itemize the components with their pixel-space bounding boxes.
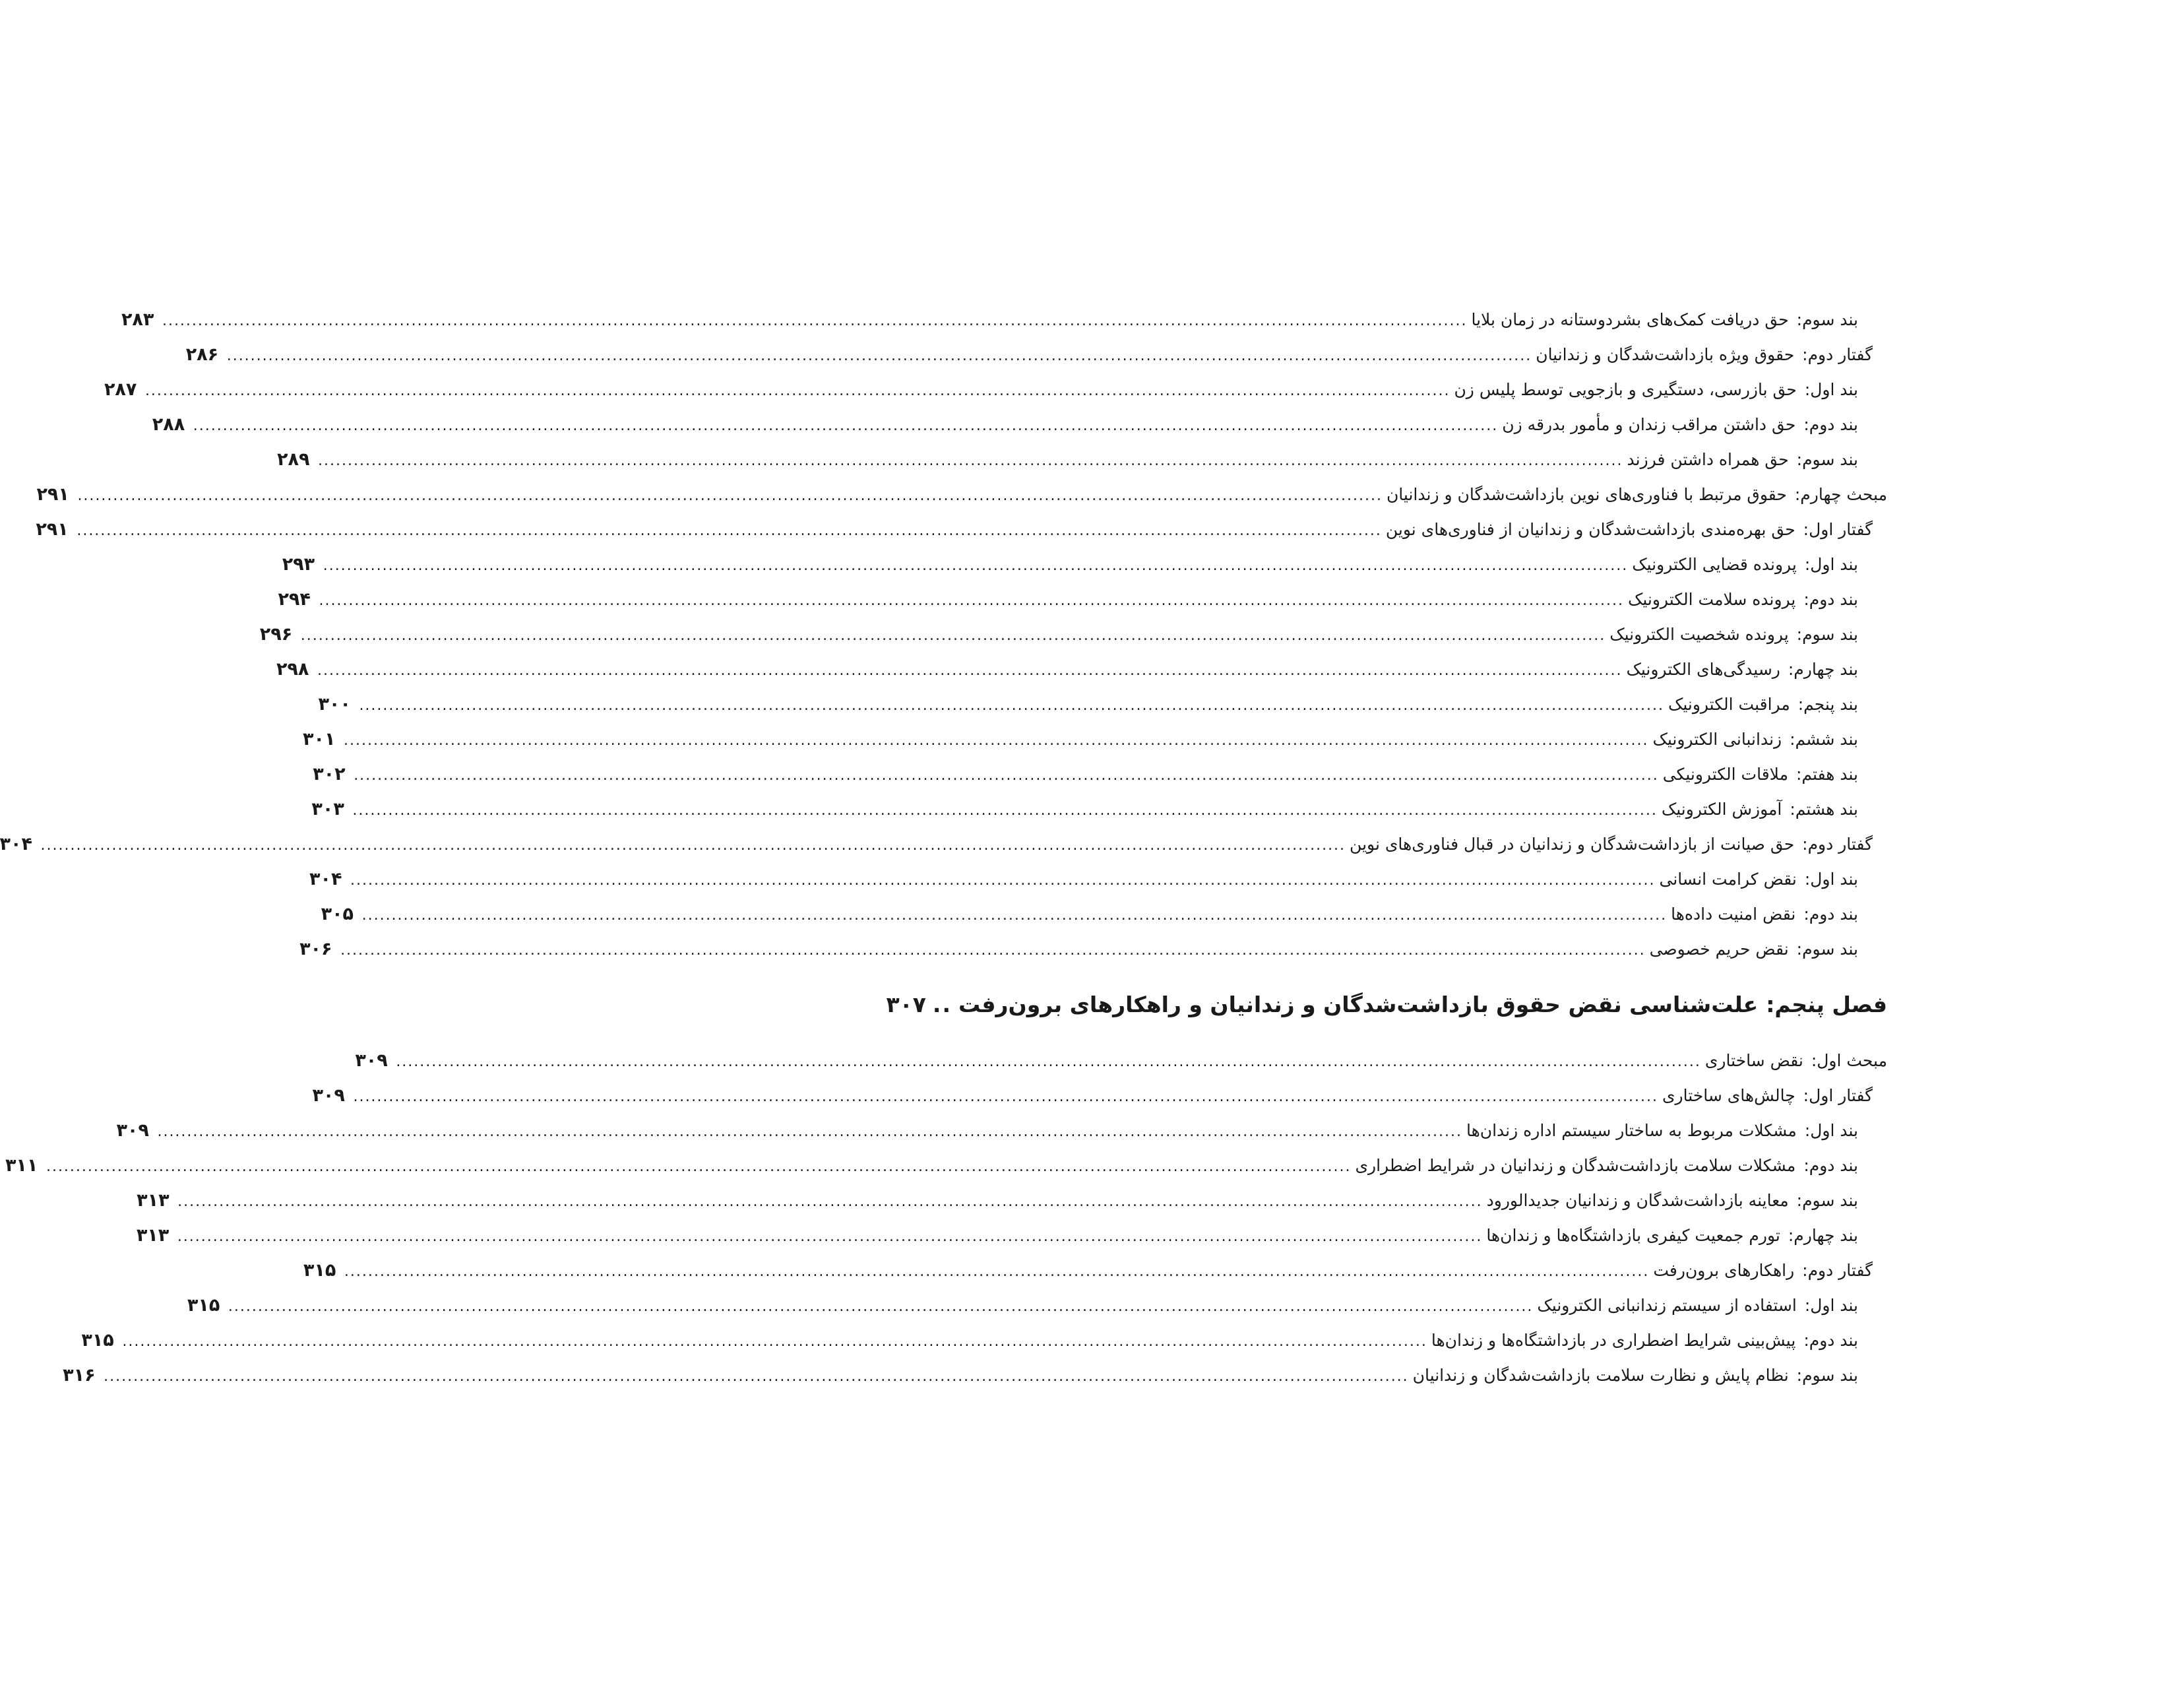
- toc-entry-label: [1652, 722, 1858, 757]
- toc-entry[interactable]: [309, 862, 1887, 897]
- toc-entry[interactable]: [313, 757, 1887, 792]
- toc-entry-page-number: ۳۰۹: [116, 1120, 149, 1141]
- toc-entry[interactable]: [187, 1288, 1887, 1323]
- toc-entry-prefix: بند اول:: [1804, 380, 1858, 399]
- dot-leader: ............................................................................................................................................................................................................................: [350, 872, 1656, 889]
- toc-entry-prefix: مبحث چهارم:: [1794, 485, 1887, 504]
- toc-entry-page-number: ۳۰۹: [355, 1050, 388, 1071]
- dot-leader: ............................................................................................................................................................................................................................: [228, 1298, 1534, 1315]
- chapter-dot-leader: ..: [932, 992, 952, 1017]
- dot-leader: ............................................................................................................................................................................................................................: [354, 767, 1659, 784]
- dot-leader: ............................................................................................................................................................................................................................: [122, 1333, 1427, 1350]
- toc-entry-page-number: ۳۰۱: [302, 729, 336, 749]
- toc-entry-prefix: مبحث اول:: [1811, 1051, 1887, 1070]
- toc-entry-title: حق داشتن مراقب زندان و مأمور بدرقه زن: [1502, 415, 1796, 434]
- toc-entry-label: [1536, 337, 1873, 372]
- toc-entry-prefix: بند اول:: [1804, 555, 1858, 574]
- toc-entry-title: معاینه بازداشت‌شدگان و زندانیان جدیدالورود: [1486, 1191, 1789, 1210]
- toc-entry-title: استفاده از سیستم زندانبانی الکترونیک: [1537, 1296, 1797, 1315]
- toc-entry-prefix: گفتار دوم:: [1802, 835, 1873, 854]
- toc-entry-page-number: ۳۰۹: [312, 1085, 345, 1106]
- toc-entry[interactable]: [278, 582, 1887, 617]
- toc-entry-prefix: بند اول:: [1804, 1296, 1858, 1315]
- toc-entry[interactable]: [355, 1043, 1887, 1078]
- toc-entry-prefix: بند چهارم:: [1788, 1226, 1858, 1245]
- toc-entry-title: حق همراه داشتن فرزند: [1627, 450, 1789, 469]
- toc-entry-title: حق صیانت از بازداشت‌شدگان و زندانیان در قبال فناوری‌های نوین: [1350, 835, 1795, 854]
- toc-entry-page-number: ۳۱۱: [5, 1155, 38, 1176]
- toc-entry[interactable]: [312, 1078, 1887, 1113]
- toc-entry-page-number: ۳۱۳: [136, 1225, 170, 1246]
- toc-entry[interactable]: [277, 442, 1887, 477]
- toc-entry-page-number: ۳۱۵: [303, 1260, 336, 1281]
- toc-entry[interactable]: [121, 302, 1887, 337]
- toc-entry-title: پرونده سلامت الکترونیک: [1627, 590, 1796, 609]
- toc-entry-title: رسیدگی‌های الکترونیک: [1626, 660, 1780, 679]
- toc-entry-title: پرونده شخصیت الکترونیک: [1609, 625, 1789, 644]
- toc-entry[interactable]: [259, 617, 1887, 652]
- toc-entry-label: [1632, 547, 1858, 582]
- toc-entry-prefix: بند سوم:: [1796, 625, 1858, 644]
- dot-leader: ............................................................................................................................................................................................................................: [353, 1089, 1658, 1105]
- toc-entry-page-number: ۲۹۳: [282, 554, 315, 575]
- toc-entry-prefix: بند اول:: [1804, 1121, 1858, 1140]
- toc-entry[interactable]: [152, 407, 1887, 442]
- toc-entry-label: [1705, 1043, 1887, 1078]
- toc-entry-prefix: بند دوم:: [1803, 905, 1858, 924]
- toc-entry-title: تورم جمعیت کیفری بازداشتگاه‌ها و زندان‌ها: [1486, 1226, 1780, 1245]
- toc-entry-page-number: ۲۹۴: [278, 589, 311, 610]
- toc-entry-title: حق بهره‌مندی بازداشت‌شدگان و زندانیان از فناوری‌های نوین: [1385, 520, 1795, 539]
- toc-entry-title: حق بازرسی، دستگیری و بازجویی توسط پلیس زن: [1454, 380, 1797, 399]
- toc-entry-title: نظام پایش و نظارت سلامت بازداشت‌شدگان و زندانیان: [1412, 1366, 1789, 1385]
- toc-entry-label: [1350, 827, 1873, 862]
- toc-entry[interactable]: [302, 722, 1887, 757]
- toc-entry-prefix: گفتار دوم:: [1802, 1261, 1873, 1280]
- toc-entry-label: [1662, 792, 1858, 827]
- toc-entry[interactable]: [137, 1183, 1887, 1218]
- toc-entry[interactable]: [36, 477, 1887, 512]
- toc-entry[interactable]: [116, 1113, 1887, 1148]
- toc-entry-label: [1653, 1253, 1873, 1288]
- toc-entry-label: [1662, 1078, 1873, 1113]
- dot-leader: ............................................................................................................................................................................................................................: [193, 418, 1499, 434]
- toc-entry-page-number: ۳۰۳: [311, 799, 344, 819]
- toc-entry-prefix: بند دوم:: [1803, 590, 1858, 609]
- toc-entry-title: چالش‌های ساختاری: [1662, 1086, 1795, 1105]
- toc-entry-title: راهکارهای برون‌رفت: [1653, 1261, 1795, 1280]
- toc-entry-page-number: ۲۸۸: [152, 414, 185, 435]
- toc-entry[interactable]: [282, 547, 1887, 582]
- chapter-label: [958, 981, 1887, 1029]
- toc-entry-label: [1386, 512, 1873, 547]
- toc-entry-prefix: بند سوم:: [1796, 310, 1858, 329]
- toc-entry-page-number: ۳۰۴: [309, 869, 342, 889]
- toc-entry-prefix: بند سوم:: [1796, 1366, 1858, 1385]
- toc-entry[interactable]: [318, 687, 1887, 722]
- dot-leader: ............................................................................................................................................................................................................................: [318, 453, 1623, 469]
- toc-entry-label: [1431, 1323, 1858, 1358]
- toc-entry-label: [1627, 442, 1858, 477]
- toc-entry-page-number: ۲۹۶: [259, 624, 293, 645]
- toc-entry-page-number: ۳۱۵: [81, 1330, 114, 1351]
- toc-entry-page-number: ۳۱۳: [137, 1190, 170, 1211]
- toc-entry[interactable]: [276, 652, 1887, 687]
- toc-entry-prefix: بند اول:: [1804, 870, 1858, 889]
- dot-leader: ............................................................................................................................................................................................................................: [104, 1368, 1409, 1385]
- toc-entry-page-number: ۳۰۲: [313, 764, 346, 784]
- toc-entry-title: نقض امنیت داده‌ها: [1671, 905, 1796, 924]
- toc-entry[interactable]: [321, 897, 1887, 932]
- dot-leader: ............................................................................................................................................................................................................................: [323, 558, 1629, 574]
- dot-leader: ............................................................................................................................................................................................................................: [40, 837, 1346, 854]
- dot-leader: ............................................................................................................................................................................................................................: [352, 802, 1658, 819]
- toc-entry-label: [1626, 652, 1858, 687]
- toc-entry-prefix: بند سوم:: [1796, 1191, 1858, 1210]
- toc-entry-page-number: ۲۹۱: [36, 484, 69, 505]
- toc-entry-prefix: بند دوم:: [1803, 1331, 1858, 1350]
- toc-entry-title: زندانبانی الکترونیک: [1652, 730, 1782, 749]
- toc-entry-title: حقوق مرتبط با فناوری‌های نوین بازداشت‌شدگان و زندانیان: [1386, 485, 1787, 504]
- dot-leader: ............................................................................................................................................................................................................................: [162, 313, 1468, 329]
- dot-leader: ............................................................................................................................................................................................................................: [77, 488, 1383, 504]
- toc-entry-prefix: بند چهارم:: [1788, 660, 1858, 679]
- toc-entry-title: مشکلات مربوط به ساختار سیستم اداره زندان‌ها: [1466, 1121, 1797, 1140]
- toc-entry[interactable]: [63, 1358, 1887, 1393]
- toc-entry-label: [1650, 932, 1858, 967]
- toc-entry-title: ملاقات الکترونیکی: [1662, 765, 1788, 784]
- dot-leader: ............................................................................................................................................................................................................................: [343, 732, 1649, 749]
- toc-section-before: [0, 302, 1887, 967]
- toc-entry-label: [1537, 1288, 1858, 1323]
- dot-leader: ............................................................................................................................................................................................................................: [300, 627, 1606, 644]
- toc-entry-label: [1659, 862, 1858, 897]
- toc-entry-prefix: بند هفتم:: [1795, 765, 1858, 784]
- toc-entry-prefix: بند سوم:: [1796, 940, 1858, 959]
- toc-entry-title: نقض کرامت انسانی: [1659, 870, 1797, 889]
- toc-entry-title: نقض حریم خصوصی: [1649, 940, 1789, 959]
- dot-leader: ............................................................................................................................................................................................................................: [177, 1228, 1483, 1245]
- dot-leader: ............................................................................................................................................................................................................................: [177, 1194, 1483, 1210]
- dot-leader: ............................................................................................................................................................................................................................: [226, 348, 1532, 364]
- toc-entry-label: [1454, 372, 1858, 407]
- toc-entry-title: مراقبت الکترونیک: [1668, 695, 1790, 714]
- dot-leader: ............................................................................................................................................................................................................................: [157, 1124, 1462, 1140]
- chapter-page-number: ۳۰۷: [886, 992, 926, 1017]
- toc-entry-label: [1609, 617, 1858, 652]
- dot-leader: ............................................................................................................................................................................................................................: [340, 942, 1646, 959]
- toc-entry-label: [1466, 1113, 1858, 1148]
- toc-entry-page-number: ۲۹۸: [276, 659, 309, 680]
- dot-leader: ............................................................................................................................................................................................................................: [317, 662, 1623, 679]
- toc-entry-title: پیش‌بینی شرایط اضطراری در بازداشتگاه‌ها و زندان‌ها: [1431, 1331, 1796, 1350]
- table-of-contents: [0, 302, 1887, 1393]
- chapter-title: علت‌شناسی نقض حقوق بازداشت‌شدگان و زندانیان و راهکارهای برون‌رفت: [958, 992, 1759, 1017]
- toc-entry-prefix: بند هشتم:: [1790, 800, 1858, 819]
- toc-entry-prefix: بند پنجم:: [1797, 695, 1858, 714]
- toc-entry-label: [1471, 302, 1858, 337]
- toc-entry-prefix: بند سوم:: [1796, 450, 1858, 469]
- toc-entry-label: [1486, 1218, 1858, 1253]
- toc-entry[interactable]: [185, 337, 1887, 372]
- toc-section-after: [5, 1043, 1887, 1393]
- toc-entry-label: [1668, 687, 1858, 722]
- toc-entry-prefix: گفتار اول:: [1803, 1086, 1873, 1105]
- toc-entry-label: [1628, 582, 1858, 617]
- toc-entry-prefix: بند ششم:: [1790, 730, 1858, 749]
- toc-entry-prefix: گفتار اول:: [1803, 520, 1873, 539]
- toc-chapter-heading[interactable]: [886, 981, 1887, 1029]
- toc-entry[interactable]: [299, 932, 1887, 967]
- toc-entry-page-number: ۳۱۵: [187, 1295, 220, 1316]
- dot-leader: ............................................................................................................................................................................................................................: [344, 1263, 1650, 1280]
- dot-leader: ............................................................................................................................................................................................................................: [396, 1054, 1701, 1070]
- toc-entry-label: [1387, 477, 1887, 512]
- toc-entry-title: پرونده قضایی الکترونیک: [1632, 555, 1797, 574]
- toc-entry-page-number: ۲۸۶: [185, 344, 219, 365]
- toc-entry[interactable]: [5, 1148, 1887, 1183]
- toc-entry-title: آموزش الکترونیک: [1661, 800, 1782, 819]
- toc-entry[interactable]: [303, 1253, 1887, 1288]
- toc-entry-page-number: ۲۸۷: [104, 379, 137, 400]
- toc-entry-page-number: ۲۸۹: [277, 449, 310, 470]
- toc-entry-page-number: ۳۱۶: [63, 1365, 96, 1386]
- toc-entry-title: حقوق ویژه بازداشت‌شدگان و زندانیان: [1536, 345, 1795, 364]
- toc-entry-page-number: ۳۰۰: [318, 694, 351, 715]
- toc-entry-page-number: ۲۸۳: [121, 309, 154, 330]
- dot-leader: ............................................................................................................................................................................................................................: [77, 523, 1382, 539]
- toc-entry-title: نقض ساختاری: [1704, 1051, 1803, 1070]
- dot-leader: ............................................................................................................................................................................................................................: [361, 907, 1668, 924]
- dot-leader: ............................................................................................................................................................................................................................: [46, 1159, 1352, 1175]
- toc-entry-page-number: ۲۹۱: [36, 519, 69, 540]
- toc-entry-title: حق دریافت کمک‌های بشردوستانه در زمان بلایا: [1471, 310, 1789, 329]
- toc-entry[interactable]: [311, 792, 1887, 827]
- toc-entry-label: [1487, 1183, 1858, 1218]
- dot-leader: ............................................................................................................................................................................................................................: [319, 592, 1624, 609]
- toc-entry-page-number: ۳۰۴: [0, 834, 32, 854]
- toc-entry-page-number: ۳۰۵: [321, 904, 354, 924]
- toc-entry-label: [1355, 1148, 1858, 1183]
- toc-entry-label: [1663, 757, 1858, 792]
- toc-entry-label: [1502, 407, 1858, 442]
- toc-entry[interactable]: [104, 372, 1887, 407]
- toc-entry-title: مشکلات سلامت بازداشت‌شدگان و زندانیان در شرایط اضطراری: [1355, 1156, 1796, 1175]
- toc-entry-label: [1413, 1358, 1858, 1393]
- toc-entry-page-number: ۳۰۶: [299, 939, 332, 959]
- toc-entry-prefix: بند دوم:: [1803, 1156, 1858, 1175]
- dot-leader: ............................................................................................................................................................................................................................: [359, 697, 1664, 714]
- chapter-prefix: فصل پنجم:: [1766, 992, 1887, 1017]
- dot-leader: ............................................................................................................................................................................................................................: [144, 383, 1451, 399]
- toc-entry-prefix: بند دوم:: [1803, 415, 1858, 434]
- toc-entry[interactable]: [0, 827, 1887, 862]
- toc-entry[interactable]: [36, 512, 1887, 547]
- toc-entry[interactable]: [136, 1218, 1887, 1253]
- toc-entry-label: [1671, 897, 1858, 932]
- toc-entry-prefix: گفتار دوم:: [1802, 345, 1873, 364]
- toc-entry[interactable]: [81, 1323, 1887, 1358]
